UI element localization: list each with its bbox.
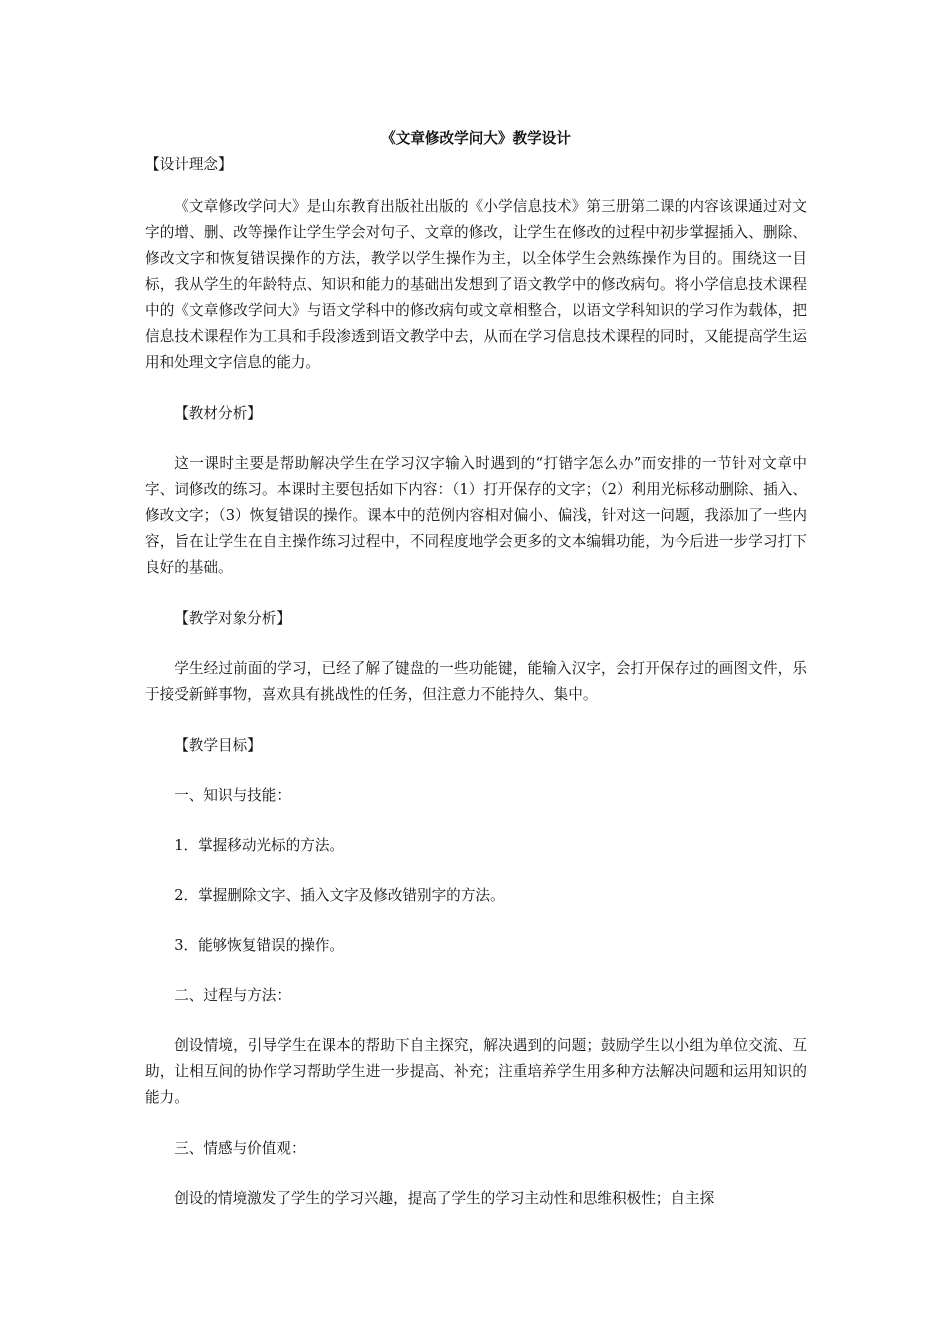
material-analysis-heading: 【教材分析】	[174, 405, 262, 422]
process-method-heading: 二、过程与方法：	[174, 987, 291, 1004]
document-title: 《文章修改学问大》教学设计	[381, 130, 571, 147]
knowledge-item: 2．掌握删除文字、插入文字及修改错别字的方法。	[174, 887, 505, 904]
student-analysis-paragraph: 学生经过前面的学习，已经了解了键盘的一些功能键，能输入汉字，会打开保存过的画图文件，乐于接受新鲜事物，喜欢具有挑战性的任务，但注意力不能持久、集中。	[145, 660, 807, 703]
material-analysis-paragraph: 这一课时主要是帮助解决学生在学习汉字输入时遇到的“打错字怎么办”而安排的一节针对文章中字、词修改的练习。本课时主要包括如下内容：（1）打开保存的文字；（2）利用光标移动删除、插入、修改文字；（3）恢复错误的操作。课本中的范例内容相对偏小、偏浅，针对这一问题，我添加了一些内容，旨在让学生在自主操作练习过程中，不同程度地学会更多的文本编辑功能，为今后进一步学习打下良好的基础。	[145, 455, 807, 576]
knowledge-item: 3．能够恢复错误的操作。	[174, 937, 345, 954]
emotion-values-heading: 三、情感与价值观：	[174, 1140, 306, 1157]
objectives-heading: 【教学目标】	[174, 737, 262, 754]
process-method-paragraph: 创设情境，引导学生在课本的帮助下自主探究，解决遇到的问题；鼓励学生以小组为单位交流、互助，让相互间的协作学习帮助学生进一步提高、补充；注重培养学生用多种方法解决问题和运用知识的能力。	[145, 1037, 807, 1106]
student-analysis-heading: 【教学对象分析】	[174, 610, 291, 627]
knowledge-skills-heading: 一、知识与技能：	[174, 787, 291, 804]
knowledge-item: 1．掌握移动光标的方法。	[174, 837, 345, 854]
design-concept-paragraph: 《文章修改学问大》是山东教育出版社出版的《小学信息技术》第三册第二课的内容该课通过对文字的增、删、改等操作让学生学会对句子、文章的修改，让学生在修改的过程中初步掌握插入、删除、修改文字和恢复错误操作的方法，教学以学生操作为主，以全体学生会熟练操作为目的。围绕这一目标，我从学生的年龄特点、知识和能力的基础出发想到了语文教学中的修改病句。将小学信息技术课程中的《文章修改学问大》与语文学科中的修改病句或文章相整合，以语文学科知识的学习作为载体，把信息技术课程作为工具和手段渗透到语文教学中去，从而在学习信息技术课程的同时，又能提高学生运用和处理文字信息的能力。	[145, 198, 807, 371]
emotion-values-paragraph: 创设的情境激发了学生的学习兴趣，提高了学生的学习主动性和思维积极性；自主探	[174, 1190, 715, 1207]
document-page	[145, 128, 807, 1212]
design-concept-heading: 【设计理念】	[145, 156, 233, 173]
